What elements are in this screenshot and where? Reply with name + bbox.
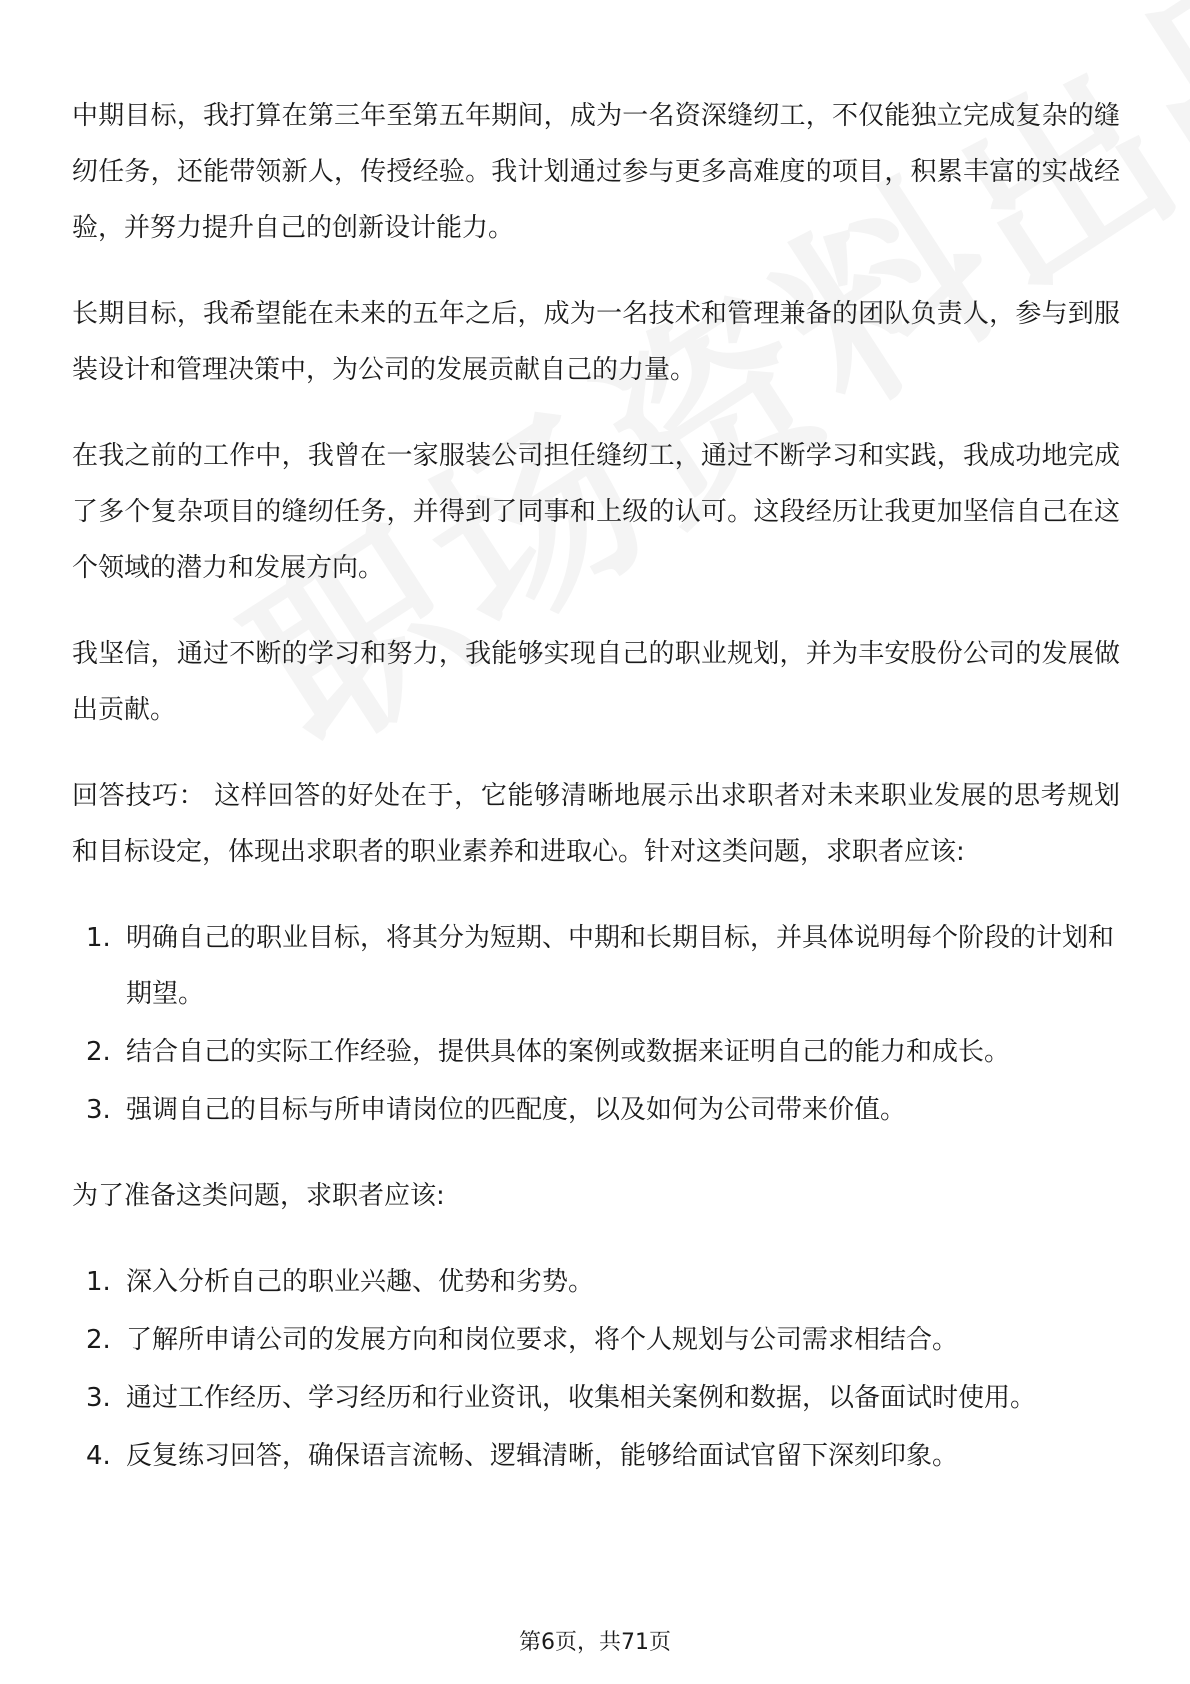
- list-item-number: 1.: [86, 1267, 111, 1297]
- list-item: [72, 1370, 1120, 1426]
- list-item-text: 结合自己的实际工作经验，提供具体的案例或数据来证明自己的能力和成长。: [126, 1037, 1011, 1067]
- list-item: [72, 1312, 1120, 1368]
- list-item-number: 4.: [86, 1441, 111, 1471]
- paragraph-past-experience: 在我之前的工作中，我曾在一家服装公司担任缝纫工，通过不断学习和实践，我成功地完成了多个复杂项目的缝纫任务，并得到了同事和上级的认可。这段经历让我更加坚信自己在这个领域的潜力和发展方向。: [72, 441, 1120, 583]
- page-number-footer: 第6页，共71页: [519, 1630, 671, 1655]
- list-item: [72, 1254, 1120, 1310]
- page-content: [72, 88, 1120, 1514]
- tips-list: [72, 910, 1120, 1138]
- preparation-list: [72, 1254, 1120, 1484]
- list-item: [72, 1082, 1120, 1138]
- list-item: [72, 1024, 1120, 1080]
- list-item-number: 1.: [86, 923, 111, 953]
- list-item-number: 3.: [86, 1095, 111, 1125]
- paragraph-preparation-intro: 为了准备这类问题，求职者应该:: [72, 1181, 445, 1211]
- list-item-text: 深入分析自己的职业兴趣、优势和劣势。: [126, 1267, 595, 1297]
- paragraph-conclusion: 我坚信，通过不断的学习和努力，我能够实现自己的职业规划，并为丰安股份公司的发展做出贡献。: [72, 639, 1120, 725]
- list-item-number: 3.: [86, 1383, 111, 1413]
- list-item-text: 明确自己的职业目标，将其分为短期、中期和长期目标，并具体说明每个阶段的计划和期望。: [126, 923, 1115, 1009]
- list-item-number: 2.: [86, 1325, 111, 1355]
- list-item-text: 强调自己的目标与所申请岗位的匹配度，以及如何为公司带来价值。: [126, 1095, 907, 1125]
- list-item: [72, 1428, 1120, 1484]
- list-item: [72, 910, 1120, 1022]
- list-item-text: 通过工作经历、学习经历和行业资讯，收集相关案例和数据，以备面试时使用。: [126, 1383, 1037, 1413]
- paragraph-mid-term-goal: 中期目标，我打算在第三年至第五年期间，成为一名资深缝纫工，不仅能独立完成复杂的缝纫任务，还能带领新人，传授经验。我计划通过参与更多高难度的项目，积累丰富的实战经验，并努力提升自己的创新设计能力。: [72, 101, 1120, 243]
- paragraph-long-term-goal: 长期目标，我希望能在未来的五年之后，成为一名技术和管理兼备的团队负责人，参与到服装设计和管理决策中，为公司的发展贡献自己的力量。: [72, 299, 1120, 385]
- list-item-text: 了解所申请公司的发展方向和岗位要求，将个人规划与公司需求相结合。: [126, 1325, 959, 1355]
- paragraph-answer-tips: 回答技巧： 这样回答的好处在于，它能够清晰地展示出求职者对未来职业发展的思考规划和目标设定，体现出求职者的职业素养和进取心。针对这类问题，求职者应该:: [72, 781, 1120, 867]
- list-item-text: 反复练习回答，确保语言流畅、逻辑清晰，能够给面试官留下深刻印象。: [126, 1441, 959, 1471]
- list-item-number: 2.: [86, 1037, 111, 1067]
